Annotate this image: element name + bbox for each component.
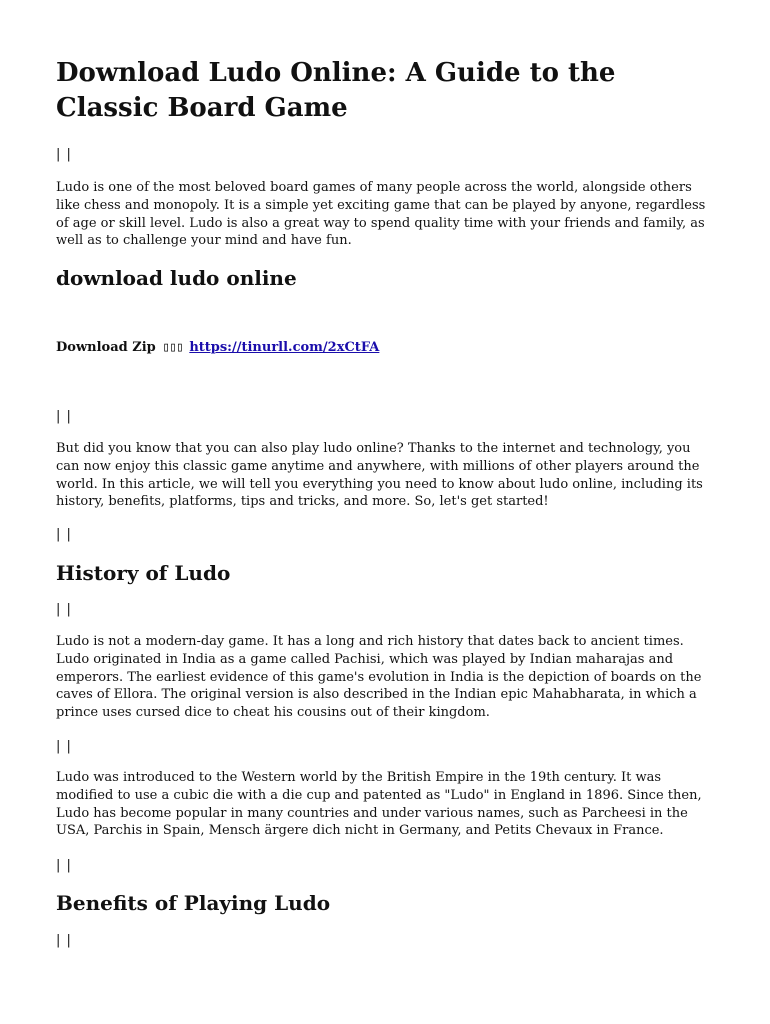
separator: | | (56, 409, 72, 424)
benefits-heading: Benefits of Playing Ludo (56, 891, 331, 915)
download-label: Download Zip (56, 340, 156, 355)
separator: | | (56, 739, 72, 754)
history-paragraph: Ludo was introduced to the Western world by the British Empire in the 19th century. It was modified to use a cubic die with a die cup and patented as "Ludo" in England in 1896. Since then, Ludo has become popular in many countries and under various names, such as Parcheesi in the USA, Parchis in Spain, Mensch ärgere dich nicht in Germany, and Petits Chevaux in France. (56, 770, 702, 839)
history-paragraph: Ludo is not a modern-day game. It has a long and rich history that dates back to ancient times. Ludo originated in India as a game called Pachisi, which was played by Indian maharajas and emperors. The earliest evidence of this game's evolution in India is the depiction of boards on the caves of Ellora. The original version is also described in the Indian epic Mahabharata, in which a prince uses cursed dice to cheat his cousins out of their kingdom. (56, 634, 702, 721)
history-heading: History of Ludo (56, 561, 231, 585)
separator: | | (56, 527, 72, 542)
download-link[interactable]: https://tinurll.com/2xCtFA (189, 340, 380, 355)
download-line (56, 339, 379, 356)
separator: | | (56, 147, 72, 162)
online-paragraph: But did you know that you can also play ludo online? Thanks to the internet and technology, you can now enjoy this classic game anytime and anywhere, with millions of other players around the world. In this article, we will tell you everything you need to know about ludo online, including its history, benefits, platforms, tips and tricks, and more. So, let's get started! (56, 441, 703, 510)
download-heading: download ludo online (56, 266, 297, 290)
page-title: Download Ludo Online: A Guide to the Classic Board Game (56, 58, 616, 123)
separator: | | (56, 858, 72, 873)
separator: | | (56, 933, 72, 948)
missing-glyph-icon: ▯▯▯ (162, 340, 183, 355)
intro-paragraph: Ludo is one of the most beloved board games of many people across the world, alongside others like chess and monopoly. It is a simple yet exciting game that can be played by anyone, regardless of age or skill level. Ludo is also a great way to spend quality time with your friends and family, as well as to challenge your mind and have fun. (56, 180, 706, 249)
separator: | | (56, 602, 72, 617)
